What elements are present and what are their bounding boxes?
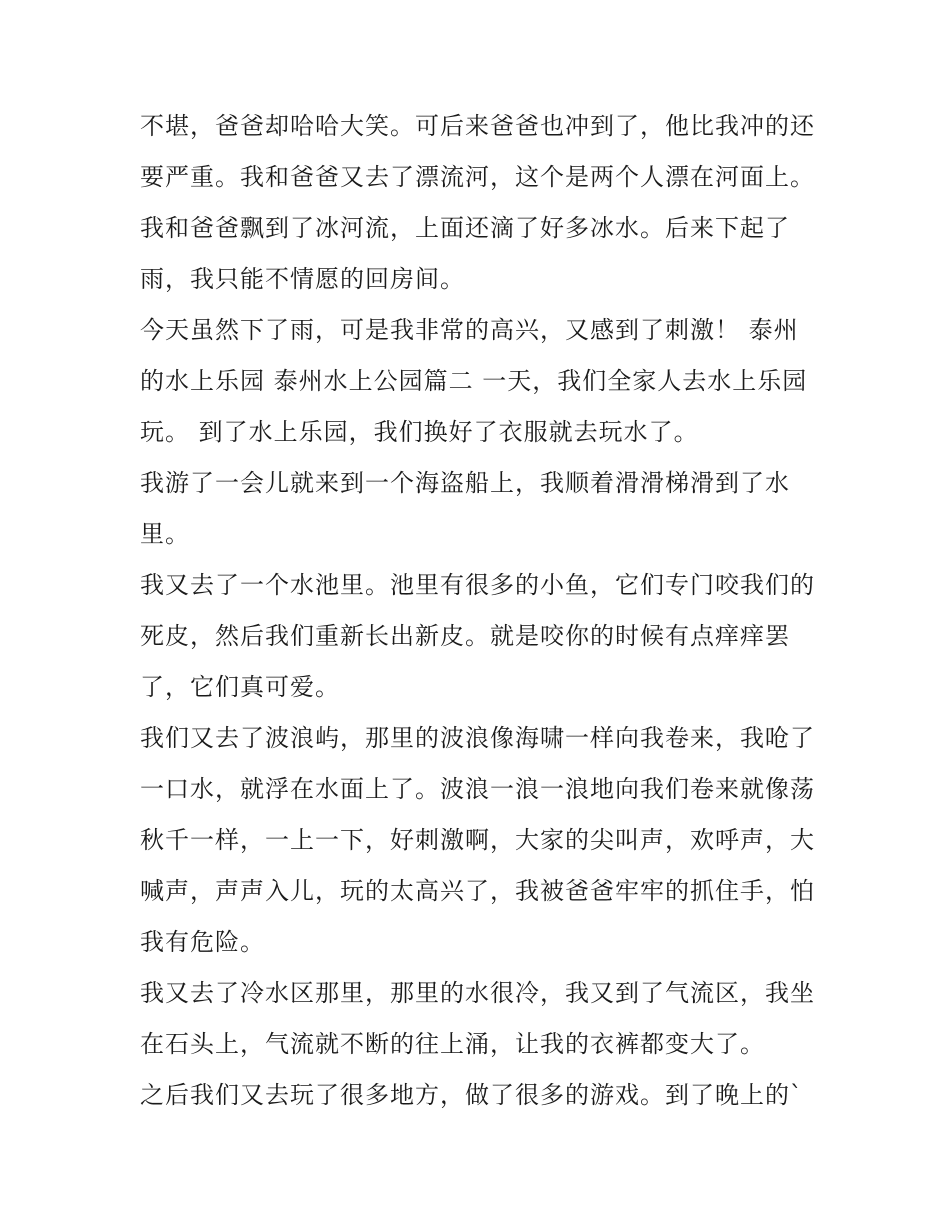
text-line: 我又去了一个水池里。池里有很多的小鱼，它们专门咬我们的 [140, 571, 815, 599]
text-line: 之后我们又去玩了很多地方，做了很多的游戏。到了晚上的` [140, 1081, 803, 1109]
text-line: 雨，我只能不情愿的回房间。 [140, 265, 465, 293]
text-line: 我有危险。 [140, 928, 265, 956]
text-line: 了，它们真可爱。 [140, 673, 340, 701]
text-line: 的水上乐园 泰州水上公园篇二 一天，我们全家人去水上乐园 [140, 367, 808, 395]
text-line: 玩。 到了水上乐园，我们换好了衣服就去玩水了。 [140, 418, 699, 446]
text-line: 死皮，然后我们重新长出新皮。就是咬你的时候有点痒痒罢 [140, 622, 790, 650]
text-line: 喊声，声声入儿，玩的太高兴了，我被爸爸牢牢的抓住手，怕 [140, 877, 815, 905]
text-line: 里。 [140, 520, 190, 548]
text-line: 我又去了冷水区那里，那里的水很冷，我又到了气流区，我坐 [140, 979, 815, 1007]
text-line: 不堪，爸爸却哈哈大笑。可后来爸爸也冲到了，他比我冲的还 [140, 112, 815, 140]
text-line: 秋千一样，一上一下，好刺激啊，大家的尖叫声，欢呼声，大 [140, 826, 815, 854]
text-line: 今天虽然下了雨，可是我非常的高兴，又感到了刺激！ 泰州 [140, 316, 799, 344]
text-line: 我们又去了波浪屿，那里的波浪像海啸一样向我卷来，我呛了 [140, 724, 815, 752]
text-line: 我游了一会儿就来到一个海盗船上，我顺着滑滑梯滑到了水 [140, 469, 790, 497]
text-line: 一口水，就浮在水面上了。波浪一浪一浪地向我们卷来就像荡 [140, 775, 815, 803]
text-line: 要严重。我和爸爸又去了漂流河，这个是两个人漂在河面上。 [140, 163, 815, 191]
text-line: 在石头上，气流就不断的往上涌，让我的衣裤都变大了。 [140, 1030, 765, 1058]
text-line: 我和爸爸飘到了冰河流，上面还滴了好多冰水。后来下起了 [140, 214, 790, 242]
document-page [140, 101, 820, 1121]
